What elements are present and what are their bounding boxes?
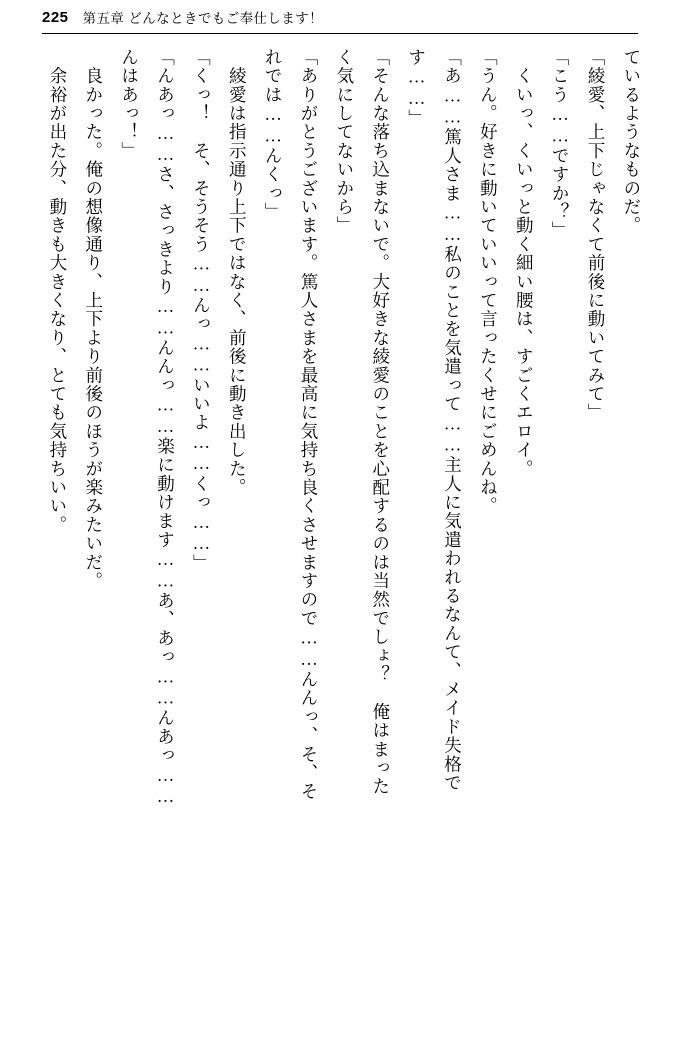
body-line: 「くっ！ そ、そうそう……んっ……いいよ……くっ……」 — [191, 48, 212, 573]
body-line: 良かった。俺の想像通り、上下より前後のほうが楽みたいだ。 — [83, 48, 104, 591]
body-line: 「ありがとうございます。篤人さまを最高に気持ち良くさせますので……んんっ、そ、そ — [299, 48, 319, 801]
body-line: れでは……んくっ」 — [263, 48, 284, 222]
header-divider — [42, 33, 638, 34]
running-header — [0, 0, 679, 34]
chapter-title: 第五章 どんなときでもご奉仕します！ — [82, 11, 323, 26]
body-line: 「そんな落ち込まないで。大好きな綾愛のことを心配するのは当然でしょ？ 俺はまった — [370, 48, 391, 796]
body-line: 「あ……篤人さま……私のことを気遣って……主人に気遣われるなんて、メイド失格で — [442, 48, 463, 793]
body-line: く気にしてないから」 — [334, 48, 355, 235]
body-line: 「こう……ですか？」 — [550, 48, 571, 240]
body-line: 綾愛は指示通り上下ではなく、前後に動き出した。 — [227, 48, 248, 497]
body-line: ているようなものだ。 — [621, 48, 642, 235]
body-line: 「んあっ……さ、さっきより……んんっ……楽に動けます……あ、あっ……んあっ…… — [155, 48, 176, 808]
body-line: くいっ、くいっと動く細い腰は、すごくエロイ。 — [514, 48, 535, 479]
page-footer — [0, 1030, 679, 1050]
body-line: 「綾愛、上下じゃなくて前後に動いてみて」 — [586, 48, 606, 422]
body-line: 「うん。好きに動いていいって言ったくせにごめんね。 — [478, 48, 499, 516]
vertical-text-block — [39, 48, 649, 1023]
body-line: 余裕が出た分、動きも大きくなり、とても気持ちいい。 — [47, 48, 68, 535]
page-number: 225 — [42, 8, 69, 26]
body-line: す……」 — [406, 48, 427, 128]
body-line: んはあっ！」 — [119, 48, 140, 161]
page-body — [39, 48, 642, 1023]
